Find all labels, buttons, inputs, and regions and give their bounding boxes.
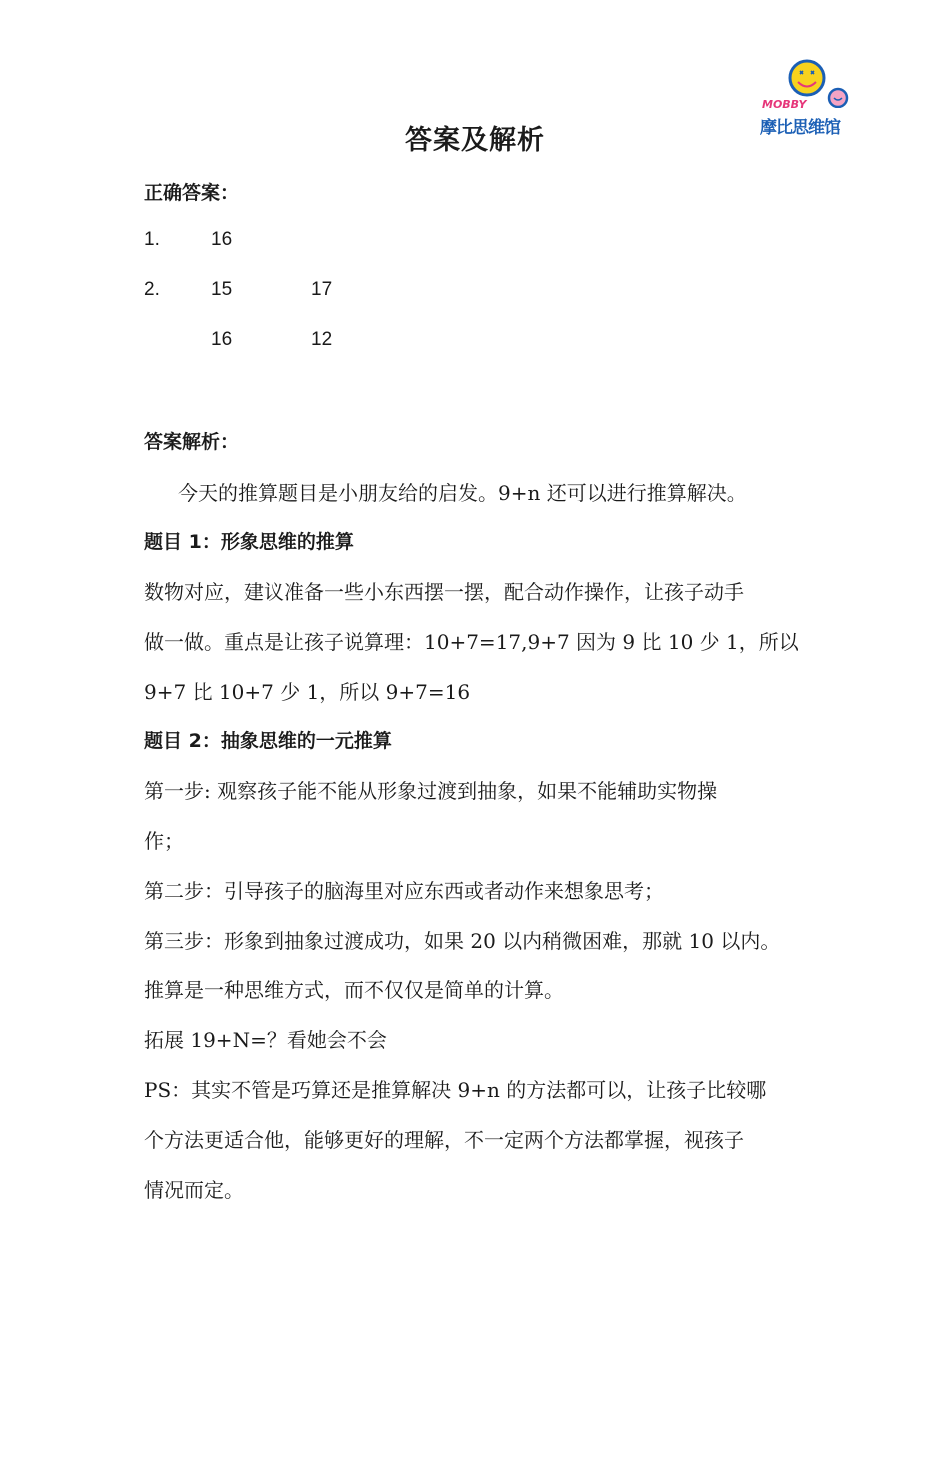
answer-row-3-value-2: 12 [311,329,333,350]
logo-brand-cn: 摩比思维馆 [760,118,840,138]
q1-heading: 题目 1：形象思维的推算 [144,531,354,553]
analysis-heading: 答案解析： [144,431,240,453]
q1-line-3: 9+7 比 10+7 少 1，所以 9+7=16 [144,680,471,704]
q1-line-2: 做一做。重点是让孩子说算理：10+7=17,9+7 因为 9 比 10 少 1，所以 [144,630,799,654]
answer-row-2-value-1: 15 [211,279,233,300]
answer-row-1-num: 1. [144,229,160,250]
q2-line-9: 情况而定。 [144,1178,244,1202]
logo-brand-en: MOBBY [762,98,807,111]
q2-line-2: 作； [144,829,184,853]
answer-row-2-num: 2. [144,279,160,300]
answers-heading: 正确答案： [144,182,240,204]
q2-line-5: 推算是一种思维方式，而不仅仅是简单的计算。 [144,978,564,1002]
answer-row-3-value-1: 16 [211,329,233,350]
q2-line-7: PS：其实不管是巧算还是推算解决 9+n 的方法都可以，让孩子比较哪 [144,1078,767,1102]
q2-line-4: 第三步：形象到抽象过渡成功，如果 20 以内稍微困难，那就 10 以内。 [144,929,781,953]
page-title: 答案及解析 [405,125,545,156]
q2-line-6: 拓展 19+N=？看她会不会 [144,1028,387,1052]
analysis-intro: 今天的推算题目是小朋友给的启发。9+n 还可以进行推算解决。 [178,481,747,505]
q2-line-1: 第一步: 观察孩子能不能从形象过渡到抽象，如果不能辅助实物操 [144,779,718,803]
answer-row-2-value-2: 17 [311,279,333,300]
answer-row-1-value-1: 16 [211,229,233,250]
q2-line-8: 个方法更适合他，能够更好的理解，不一定两个方法都掌握，视孩子 [144,1128,744,1152]
q2-line-3: 第二步：引导孩子的脑海里对应东西或者动作来想象思考； [144,879,664,903]
q2-heading: 题目 2：抽象思维的一元推算 [144,730,392,752]
q1-line-1: 数物对应，建议准备一些小东西摆一摆，配合动作操作，让孩子动手 [144,580,744,604]
